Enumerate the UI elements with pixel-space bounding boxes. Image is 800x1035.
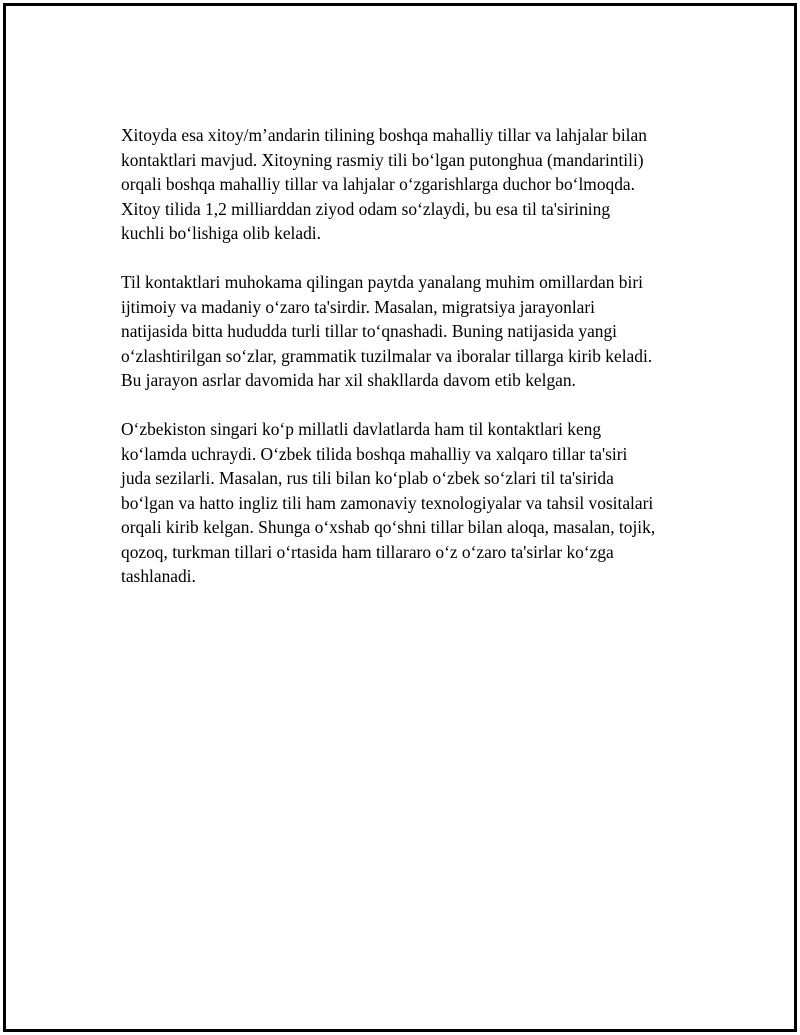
- page-border: [3, 3, 797, 1032]
- paragraph-china-language-contacts: Xitoyda esa xitoy/m’andarin tilining boshqa mahalliy tillar va lahjalar bilan kontaktlari mavjud. Xitoyning rasmiy tili bo‘lgan putonghua (mandarintili) orqali boshqa mahalliy tillar va lahjalar o‘zgarishlarga duchor bo‘lmoqda. Xitoy tilida 1,2 milliarddan ziyod odam so‘zlaydi, bu esa til ta'sirining kuchli bo‘lishiga olib keladi.: [121, 125, 647, 243]
- paragraph-uzbekistan-language-contacts: O‘zbekiston singari ko‘p millatli davlatlarda ham til kontaktlari keng ko‘lamda uchraydi. O‘zbek tilida boshqa mahalliy va xalqaro tillar ta'siri juda sezilarli. Masalan, rus tili bilan ko‘plab o‘zbek so‘zlari til ta'sirida bo‘lgan va hatto ingliz tili ham zamonaviy texnologiyalar va tahsil vositalari orqali kirib kelgan. Shunga o‘xshab qo‘shni tillar bilan aloqa, masalan, tojik, qozoq, turkman tillari o‘rtasida ham tillararo o‘z o‘zaro ta'sirlar ko‘zga tashlanadi.: [121, 419, 656, 586]
- page-body: [121, 123, 701, 613]
- paragraph-social-cultural-interaction: Til kontaktlari muhokama qilingan paytda yanalang muhim omillardan biri ijtimoiy va madaniy o‘zaro ta'sirdir. Masalan, migratsiya jarayonlari natijasida bitta hududda turli tillar to‘qnashadi. Buning natijasida yangi o‘zlashtirilgan so‘zlar, grammatik tuzilmalar va iboralar tillarga kirib keladi. Bu jarayon asrlar davomida har xil shakllarda davom etib kelgan.: [121, 272, 653, 390]
